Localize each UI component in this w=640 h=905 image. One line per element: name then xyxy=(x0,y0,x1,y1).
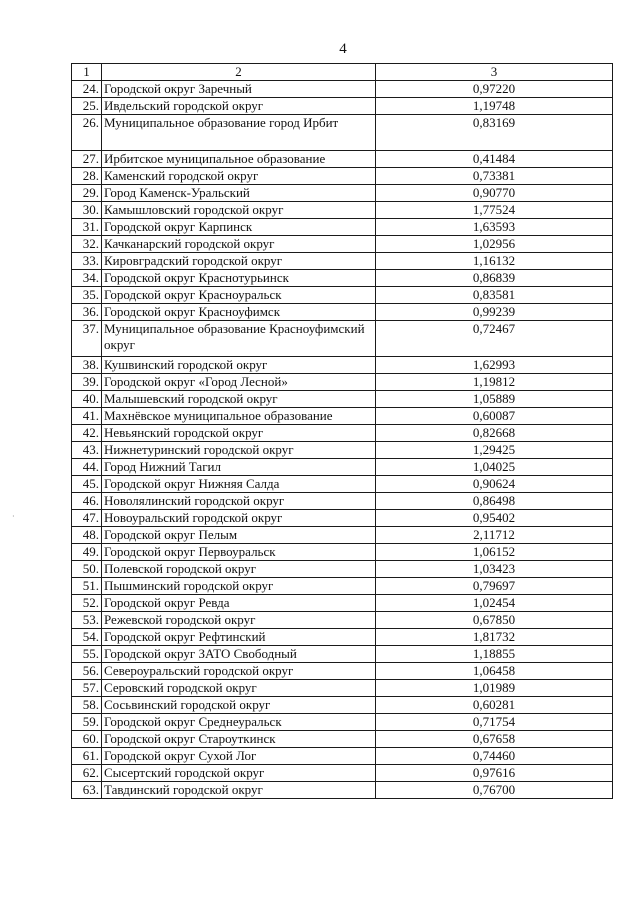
municipality-name: Кушвинский городской округ xyxy=(102,357,376,374)
coefficient-value: 0,97616 xyxy=(376,765,613,782)
municipality-name: Муниципальное образование Красноуфимский округ xyxy=(102,321,376,357)
coefficient-value: 1,04025 xyxy=(376,459,613,476)
row-number: 25. xyxy=(72,98,102,115)
municipality-name: Ирбитское муниципальное образование xyxy=(102,151,376,168)
row-number: 40. xyxy=(72,391,102,408)
table-row xyxy=(72,321,613,357)
coefficient-value: 0,86839 xyxy=(376,270,613,287)
table-row xyxy=(72,527,613,544)
table-row xyxy=(72,287,613,304)
municipality-name: Городской округ Краснотурьинск xyxy=(102,270,376,287)
table-row xyxy=(72,442,613,459)
coefficient-value: 1,01989 xyxy=(376,680,613,697)
coefficient-value: 1,03423 xyxy=(376,561,613,578)
table-row xyxy=(72,374,613,391)
header-cell-number: 1 xyxy=(72,64,102,81)
municipality-name: Городской округ Красноуральск xyxy=(102,287,376,304)
coefficient-value: 0,83169 xyxy=(376,115,613,151)
table-row xyxy=(72,748,613,765)
row-number: 36. xyxy=(72,304,102,321)
coefficient-value: 0,97220 xyxy=(376,81,613,98)
coefficient-value: 0,67658 xyxy=(376,731,613,748)
coefficient-value: 0,73381 xyxy=(376,168,613,185)
municipality-name: Городской округ Заречный xyxy=(102,81,376,98)
row-number: 44. xyxy=(72,459,102,476)
coefficient-value: 2,11712 xyxy=(376,527,613,544)
row-number: 58. xyxy=(72,697,102,714)
row-number: 51. xyxy=(72,578,102,595)
row-number: 30. xyxy=(72,202,102,219)
table-row xyxy=(72,270,613,287)
coefficient-value: 0,72467 xyxy=(376,321,613,357)
municipality-name: Городской округ ЗАТО Свободный xyxy=(102,646,376,663)
municipality-name: Городской округ Пелым xyxy=(102,527,376,544)
coefficient-value: 1,19748 xyxy=(376,98,613,115)
municipality-name: Городской округ Первоуральск xyxy=(102,544,376,561)
table-row xyxy=(72,185,613,202)
row-number: 31. xyxy=(72,219,102,236)
row-number: 28. xyxy=(72,168,102,185)
row-number: 49. xyxy=(72,544,102,561)
municipality-name: Городской округ «Город Лесной» xyxy=(102,374,376,391)
coefficient-value: 0,90770 xyxy=(376,185,613,202)
table-row xyxy=(72,115,613,151)
table-row xyxy=(72,168,613,185)
municipality-name: Пышминский городской округ xyxy=(102,578,376,595)
row-number: 39. xyxy=(72,374,102,391)
table-row xyxy=(72,151,613,168)
table-row xyxy=(72,425,613,442)
municipality-name: Невьянский городской округ xyxy=(102,425,376,442)
table-row xyxy=(72,236,613,253)
row-number: 35. xyxy=(72,287,102,304)
municipality-name: Махнёвское муниципальное образование xyxy=(102,408,376,425)
header-cell-value: 3 xyxy=(376,64,613,81)
row-number: 53. xyxy=(72,612,102,629)
municipality-name: Сосьвинский городской округ xyxy=(102,697,376,714)
table-row xyxy=(72,98,613,115)
municipality-name: Городской округ Ревда xyxy=(102,595,376,612)
municipality-name: Качканарский городской округ xyxy=(102,236,376,253)
row-number: 62. xyxy=(72,765,102,782)
table-row xyxy=(72,81,613,98)
row-number: 57. xyxy=(72,680,102,697)
coefficient-value: 0,86498 xyxy=(376,493,613,510)
row-number: 32. xyxy=(72,236,102,253)
table-row xyxy=(72,629,613,646)
coefficient-value: 1,77524 xyxy=(376,202,613,219)
coefficient-value: 0,83581 xyxy=(376,287,613,304)
municipality-name: Кировградский городской округ xyxy=(102,253,376,270)
table-row xyxy=(72,697,613,714)
table-row xyxy=(72,544,613,561)
row-number: 45. xyxy=(72,476,102,493)
row-number: 63. xyxy=(72,782,102,799)
row-number: 27. xyxy=(72,151,102,168)
table-row xyxy=(72,561,613,578)
table-row xyxy=(72,391,613,408)
table-row xyxy=(72,714,613,731)
coefficient-value: 1,16132 xyxy=(376,253,613,270)
row-number: 33. xyxy=(72,253,102,270)
row-number: 43. xyxy=(72,442,102,459)
municipality-name: Городской округ Нижняя Салда xyxy=(102,476,376,493)
row-number: 48. xyxy=(72,527,102,544)
municipality-name: Ивдельский городской округ xyxy=(102,98,376,115)
municipality-name: Серовский городской округ xyxy=(102,680,376,697)
municipality-name: Камышловский городской округ xyxy=(102,202,376,219)
row-number: 60. xyxy=(72,731,102,748)
municipality-name: Малышевский городской округ xyxy=(102,391,376,408)
row-number: 50. xyxy=(72,561,102,578)
row-number: 41. xyxy=(72,408,102,425)
municipality-name: Нижнетуринский городской округ xyxy=(102,442,376,459)
coefficient-value: 0,76700 xyxy=(376,782,613,799)
row-number: 26. xyxy=(72,115,102,151)
table-row xyxy=(72,646,613,663)
municipality-name: Режевской городской округ xyxy=(102,612,376,629)
row-number: 24. xyxy=(72,81,102,98)
municipality-name: Городской округ Красноуфимск xyxy=(102,304,376,321)
table-row xyxy=(72,202,613,219)
table-header-row xyxy=(72,64,613,81)
municipality-name: Городской округ Сухой Лог xyxy=(102,748,376,765)
row-number: 47. xyxy=(72,510,102,527)
municipality-name: Городской округ Рефтинский xyxy=(102,629,376,646)
row-number: 59. xyxy=(72,714,102,731)
table-row xyxy=(72,459,613,476)
municipality-name: Городской округ Карпинск xyxy=(102,219,376,236)
coefficient-value: 1,62993 xyxy=(376,357,613,374)
table-row xyxy=(72,357,613,374)
table-row xyxy=(72,663,613,680)
coefficient-value: 0,71754 xyxy=(376,714,613,731)
table-row xyxy=(72,493,613,510)
table-row xyxy=(72,765,613,782)
coefficient-value: 0,41484 xyxy=(376,151,613,168)
row-number: 55. xyxy=(72,646,102,663)
page-number: 4 xyxy=(339,41,347,57)
municipality-name: Муниципальное образование город Ирбит xyxy=(102,115,376,151)
table-row xyxy=(72,304,613,321)
coefficient-value: 0,67850 xyxy=(376,612,613,629)
municipalities-table xyxy=(71,63,613,799)
row-number: 38. xyxy=(72,357,102,374)
table-row xyxy=(72,408,613,425)
row-number: 29. xyxy=(72,185,102,202)
coefficient-value: 1,06152 xyxy=(376,544,613,561)
row-number: 56. xyxy=(72,663,102,680)
table-row xyxy=(72,731,613,748)
coefficient-value: 1,02956 xyxy=(376,236,613,253)
municipality-name: Городской округ Староуткинск xyxy=(102,731,376,748)
table-row xyxy=(72,782,613,799)
row-number: 46. xyxy=(72,493,102,510)
coefficient-value: 1,18855 xyxy=(376,646,613,663)
coefficient-value: 0,60281 xyxy=(376,697,613,714)
row-number: 34. xyxy=(72,270,102,287)
table-row xyxy=(72,219,613,236)
municipality-name: Каменский городской округ xyxy=(102,168,376,185)
table-row xyxy=(72,253,613,270)
municipality-name: Городской округ Среднеуральск xyxy=(102,714,376,731)
coefficient-value: 1,81732 xyxy=(376,629,613,646)
municipality-name: Город Нижний Тагил xyxy=(102,459,376,476)
coefficient-value: 0,60087 xyxy=(376,408,613,425)
municipality-name: Североуральский городской округ xyxy=(102,663,376,680)
municipality-name: Новолялинский городской округ xyxy=(102,493,376,510)
coefficient-value: 1,02454 xyxy=(376,595,613,612)
coefficient-value: 1,05889 xyxy=(376,391,613,408)
header-cell-name: 2 xyxy=(102,64,376,81)
coefficient-value: 0,90624 xyxy=(376,476,613,493)
coefficient-value: 0,74460 xyxy=(376,748,613,765)
row-number: 54. xyxy=(72,629,102,646)
coefficient-value: 0,79697 xyxy=(376,578,613,595)
coefficient-value: 1,29425 xyxy=(376,442,613,459)
row-number: 52. xyxy=(72,595,102,612)
table-row xyxy=(72,510,613,527)
row-number: 61. xyxy=(72,748,102,765)
municipality-name: Полевской городской округ xyxy=(102,561,376,578)
municipality-name: Город Каменск-Уральский xyxy=(102,185,376,202)
coefficient-value: 0,82668 xyxy=(376,425,613,442)
coefficient-value: 1,63593 xyxy=(376,219,613,236)
table-row xyxy=(72,680,613,697)
municipality-name: Новоуральский городской округ xyxy=(102,510,376,527)
row-number: 37. xyxy=(72,321,102,357)
table-row xyxy=(72,476,613,493)
row-number: 42. xyxy=(72,425,102,442)
municipality-name: Сысертский городской округ xyxy=(102,765,376,782)
table-row xyxy=(72,595,613,612)
municipality-name: Тавдинский городской округ xyxy=(102,782,376,799)
coefficient-value: 1,06458 xyxy=(376,663,613,680)
scan-speck: · xyxy=(12,512,15,521)
coefficient-value: 0,95402 xyxy=(376,510,613,527)
table-row xyxy=(72,612,613,629)
table-row xyxy=(72,578,613,595)
coefficient-value: 0,99239 xyxy=(376,304,613,321)
coefficient-value: 1,19812 xyxy=(376,374,613,391)
